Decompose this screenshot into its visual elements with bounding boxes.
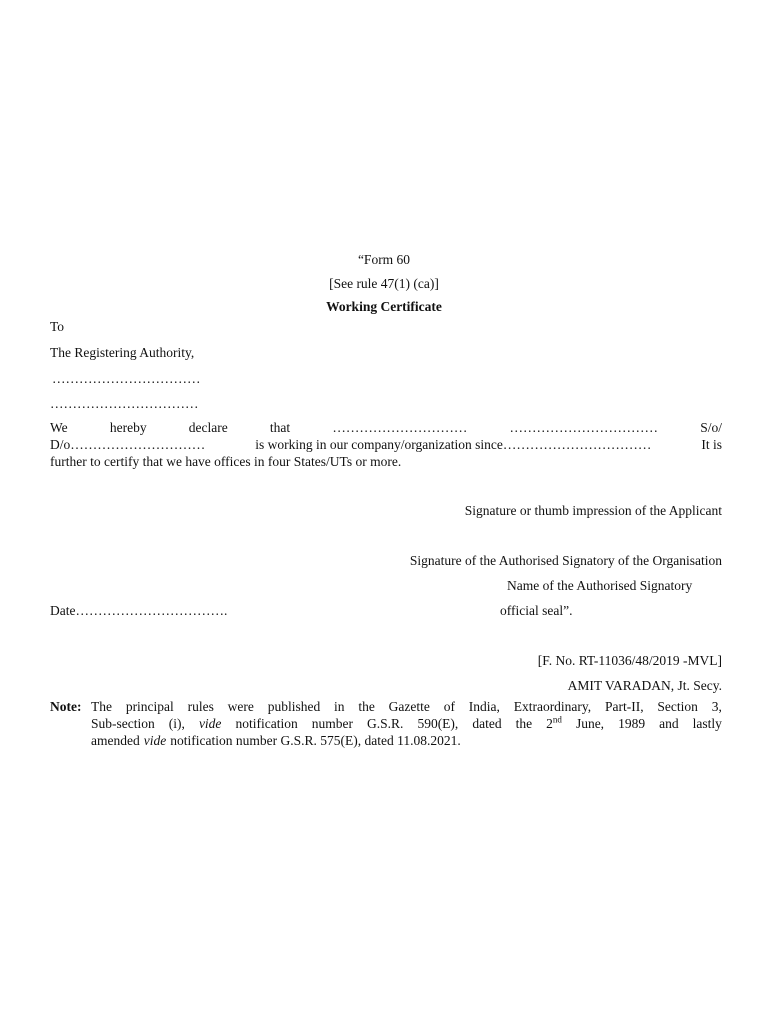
- addressee: The Registering Authority,: [50, 345, 195, 360]
- declaration-line-2: D/o………………………… is working in our company/organization since…………………………… It is: [50, 437, 722, 452]
- note-body: [91, 698, 722, 749]
- salutation-to: To: [50, 319, 65, 334]
- form-number: “Form 60: [357, 252, 411, 267]
- note-line-1: The principal rules were published in the Gazette of India, Extraordinary, Part-II, Section 3,: [91, 699, 722, 714]
- date-day: 2nd: [546, 714, 562, 731]
- applicant-signature-label: Signature or thumb impression of the Applicant: [464, 503, 722, 518]
- document-title: Working Certificate: [326, 299, 442, 314]
- declaration-line-1: We hereby declare that ………………………… …………………………… S/o/: [50, 420, 722, 435]
- name-blank: …………………………: [332, 420, 468, 435]
- note-line-2: Sub-section (i), vide notification number G.S.R. 590(E), dated the 2nd June, 1989 and lastly: [91, 714, 722, 731]
- name-blank: ……………………………: [509, 420, 659, 435]
- rule-reference: [See rule 47(1) (ca)]: [329, 276, 439, 291]
- date-field: Date…………………………….: [50, 603, 228, 618]
- officer-name: AMIT VARADAN, Jt. Secy.: [567, 678, 722, 693]
- signatory-name-label: Name of the Authorised Signatory: [507, 578, 693, 593]
- note-line-3: amended vide notification number G.S.R. 575(E), dated 11.08.2021.: [91, 733, 461, 748]
- declaration-line-3: further to certify that we have offices in four States/UTs or more.: [50, 454, 402, 469]
- address-blank-line-1: ……………………………: [52, 371, 201, 386]
- note-label: Note:: [50, 699, 82, 714]
- address-blank-line-2: ……………………………: [50, 396, 199, 411]
- authorised-signature-label: Signature of the Authorised Signatory of the Organisation: [409, 553, 722, 568]
- file-number: [F. No. RT-11036/48/2019 -MVL]: [537, 653, 722, 668]
- official-seal-label: official seal”.: [500, 603, 573, 618]
